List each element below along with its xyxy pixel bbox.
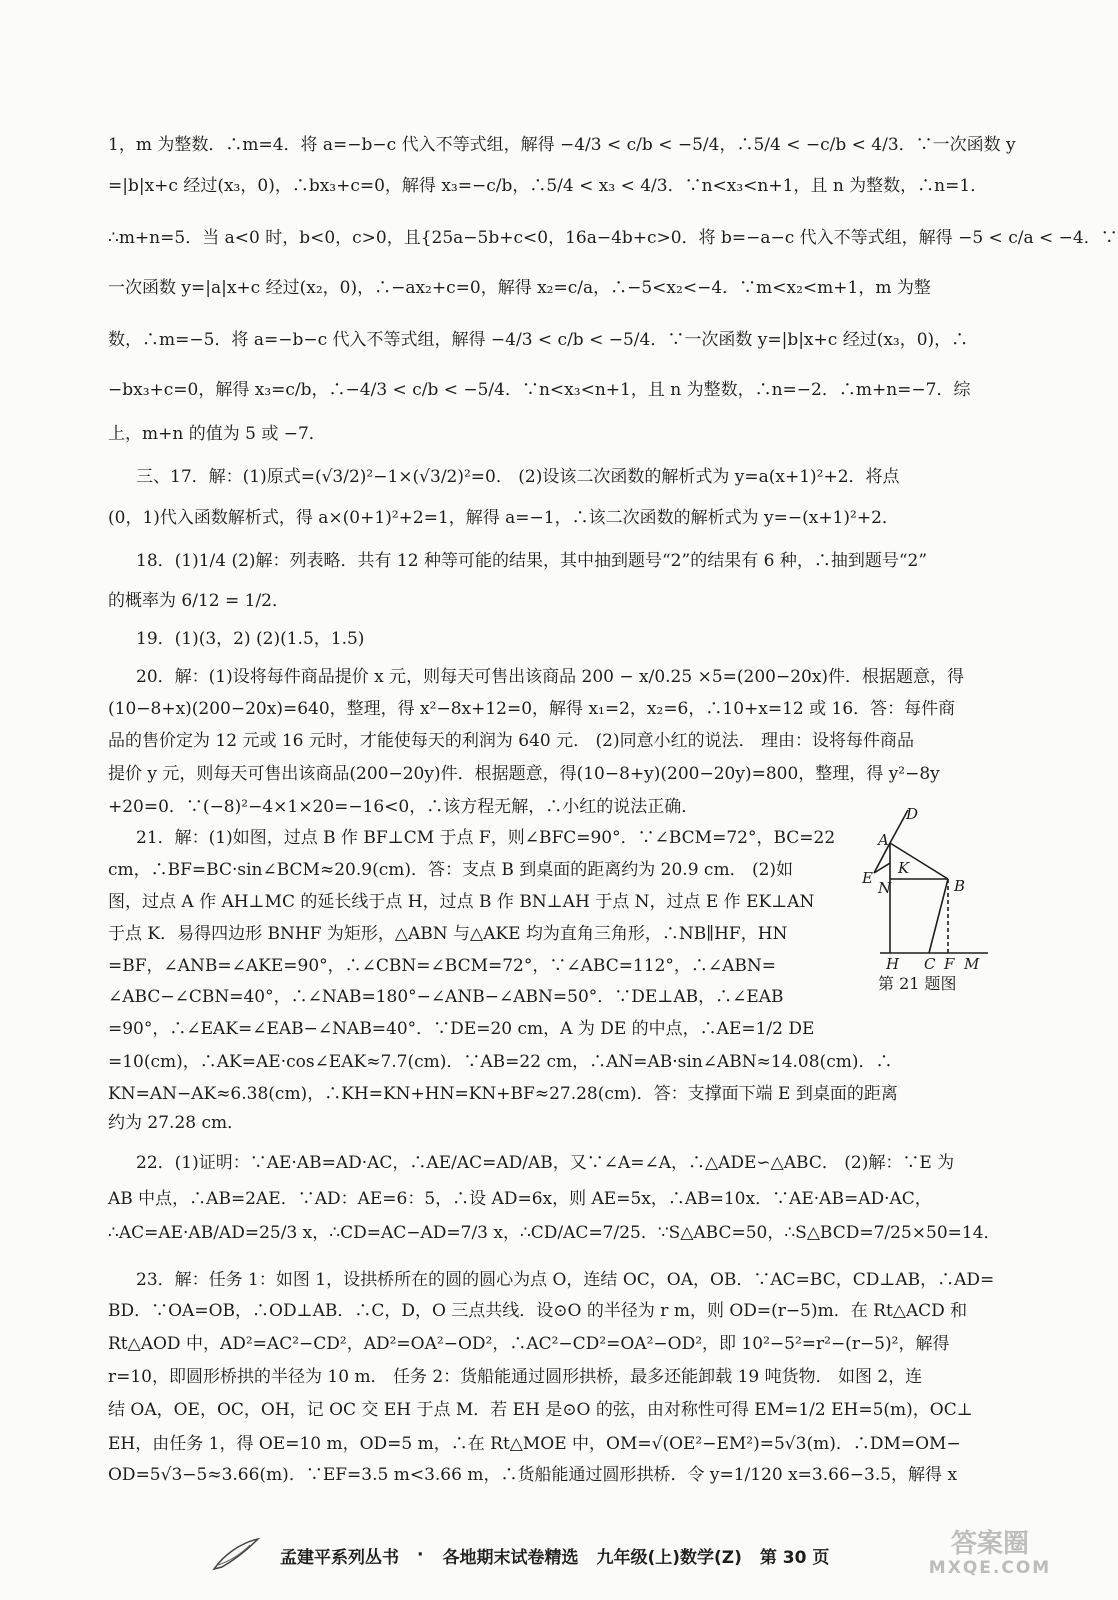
figure-caption: 第 21 题图 — [878, 974, 957, 993]
figure-label: M — [964, 955, 980, 973]
text-line: BD．∵OA=OB，∴OD⊥AB．∴C，D，O 三点共线．设⊙O 的半径为 r m，则 OD=(r−5)m．在 Rt△ACD 和 — [108, 1301, 968, 1321]
watermark-url: MXQE.COM — [928, 1557, 1052, 1578]
figure-21-diagram — [862, 805, 996, 975]
figure-label: C — [924, 955, 936, 973]
text-line: ∴m+n=5．当 a<0 时，b<0，c>0，且{25a−5b+c<0，16a−4b+c>0．将 b=−a−c 代入不等式组，解得 −5 < c/a < −4．∵ — [108, 228, 1118, 248]
watermark — [900, 1530, 1080, 1594]
text-line: cm，∴BF=BC·sin∠BCM≈20.9(cm)．答：支点 B 到桌面的距离约为 20.9 cm． (2)如 — [108, 860, 794, 880]
text-line: Rt△AOD 中，AD²=AC²−CD²，AD²=OA²−OD²，∴AC²−CD²=OA²−OD²，即 10²−5²=r²−(r−5)²，解得 — [108, 1334, 950, 1354]
figure-label: E — [862, 869, 873, 887]
text-line: 上，m+n 的值为 5 或 −7． — [108, 424, 326, 444]
text-line: +20=0．∵(−8)²−4×1×20=−16<0，∴该方程无解，∴小红的说法正确． — [108, 797, 699, 817]
figure-21 — [862, 805, 996, 995]
text-line: 20．解：(1)设将每件商品提价 x 元，则每天可售出该商品 200 − x/0.25 ×5=(200−20x)件．根据题意，得 — [136, 667, 965, 687]
text-line: 提价 y 元，则每天可售出该商品(200−20y)件．根据题意，得(10−8+y)(200−20y)=800，整理，得 y²−8y — [108, 764, 940, 784]
text-line: 三、17．解：(1)原式=(√3/2)²−1×(√3/2)²=0． (2)设该二次函数的解析式为 y=a(x+1)²+2．将点 — [136, 467, 900, 487]
text-line: =BF，∠ANB=∠AKE=90°，∴∠CBN=∠BCM=72°，∵∠ABC=112°，∴∠ABN= — [108, 956, 777, 976]
figure-label: H — [886, 955, 900, 973]
figure-label: K — [898, 859, 910, 877]
text-line: 1，m 为整数．∴m=4．将 a=−b−c 代入不等式组，解得 −4/3 < c/b < −5/4，∴5/4 < −c/b < 4/3．∵一次函数 y — [108, 135, 1016, 155]
figure-label: B — [954, 877, 966, 895]
text-line: AB 中点，∴AB=2AE．∵AD：AE=6：5，∴设 AD=6x，则 AE=5x，∴AB=10x．∵AE·AB=AD·AC， — [108, 1189, 932, 1209]
text-line: =10(cm)，∴AK=AE·cos∠EAK≈7.7(cm)．∵AB=22 cm，∴AN=AB·sin∠ABN≈14.08(cm)．∴ — [108, 1052, 893, 1072]
footer-book: 各地期末试卷精选 — [442, 1547, 579, 1568]
text-line: OD=5√3−5≈3.66(m)．∵EF=3.5 m<3.66 m，∴货船能通过圆形拱桥．令 y=1/120 x=3.66−3.5，解得 x — [108, 1465, 958, 1485]
text-line: =90°，∴∠EAK=∠EAB−∠NAB=40°．∵DE=20 cm，A 为 DE 的中点，∴AE=1/2 DE — [108, 1019, 815, 1039]
text-line: =|b|x+c 经过(x₃，0)，∴bx₃+c=0，解得 x₃=−c/b，∴5/4 < x₃ < 4/3．∵n<x₃<n+1，且 n 为整数，∴n=1． — [108, 176, 988, 196]
footer-page: 第 30 页 — [759, 1547, 830, 1568]
text-line: 于点 K．易得四边形 BNHF 为矩形，△ABN 与△AKE 均为直角三角形，∴NB∥HF，HN — [108, 924, 788, 944]
figure-label: F — [944, 955, 955, 973]
text-line: 约为 27.28 cm． — [108, 1113, 245, 1133]
text-line: 21．解：(1)如图，过点 B 作 BF⊥CM 于点 F，则∠BFC=90°．∵∠BCM=72°，BC=22 — [136, 828, 836, 848]
watermark-text: 答案圈 — [950, 1529, 1029, 1559]
text-line: 结 OA，OE，OC，OH，记 OC 交 EH 于点 M．若 EH 是⊙O 的弦，由对称性可得 EM=1/2 EH=5(m)，OC⊥ — [108, 1400, 973, 1420]
text-line: 一次函数 y=|a|x+c 经过(x₂，0)，∴−ax₂+c=0，解得 x₂=c/a，∴−5<x₂<−4．∵m<x₂<m+1，m 为整 — [108, 278, 931, 298]
text-line: KN=AN−AK≈6.38(cm)，∴KH=KN+HN=KN+BF≈27.28(cm)．答：支撑面下端 E 到桌面的距离 — [108, 1084, 898, 1104]
text-line: 18．(1)1/4 (2)解：列表略．共有 12 种等可能的结果，其中抽到题号“2”的结果有 6 种，∴抽到题号“2” — [136, 551, 928, 571]
feather-logo-icon — [210, 1535, 262, 1575]
text-line: (0，1)代入函数解析式，得 a×(0+1)²+2=1，解得 a=−1，∴该二次函数的解析式为 y=−(x+1)²+2． — [108, 508, 899, 528]
text-line: 数，∴m=−5．将 a=−b−c 代入不等式组，解得 −4/3 < c/b < −5/4．∵一次函数 y=|b|x+c 经过(x₃，0)，∴ — [108, 330, 969, 350]
text-line: ∠ABC−∠CBN=40°，∴∠NAB=180°−∠ANB−∠ABN=50°．∵DE⊥AB，∴∠EAB — [108, 987, 784, 1007]
footer-series: 孟建平系列丛书 — [280, 1547, 399, 1568]
figure-label: N — [878, 879, 892, 897]
text-line: 22．(1)证明：∵AE·AB=AD·AC，∴AE/AC=AD/AB，又∵∠A=∠A，∴△ADE∽△ABC． (2)解：∵E 为 — [136, 1153, 955, 1173]
page-footer: 孟建平系列丛书 · 各地期末试卷精选 九年级(上)数学(Z) 第 30 页 — [210, 1533, 970, 1577]
text-line: EH，由任务 1，得 OE=10 m，OD=5 m，∴在 Rt△MOE 中，OM=√(OE²−EM²)=5√3(m)．∴DM=OM− — [108, 1434, 961, 1454]
text-line: ∴AC=AE·AB/AD=25/3 x，∴CD=AC−AD=7/3 x，∴CD/AC=7/25．∵S△ABC=50，∴S△BCD=7/25×50=14． — [108, 1223, 1001, 1243]
text-line: r=10，即圆形桥拱的半径为 10 m． 任务 2：货船能通过圆形拱桥，最多还能卸载 19 吨货物． 如图 2，连 — [108, 1367, 923, 1387]
text-line: 图，过点 A 作 AH⊥MC 的延长线于点 H，过点 B 作 BN⊥AH 于点 N，过点 E 作 EK⊥AN — [108, 892, 815, 912]
text-line: 19．(1)(3，2) (2)(1.5，1.5) — [136, 629, 365, 649]
text-line: 23．解：任务 1：如图 1，设拱桥所在的圆的圆心为点 O，连结 OC，OA，OB．∵AC=BC，CD⊥AB，∴AD= — [136, 1270, 995, 1290]
text-line: (10−8+x)(200−20x)=640，整理，得 x²−8x+12=0，解得 x₁=2，x₂=6，∴10+x=12 或 16．答：每件商 — [108, 699, 956, 719]
text-line: −bx₃+c=0，解得 x₃=c/b，∴−4/3 < c/b < −5/4．∵n<x₃<n+1，且 n 为整数，∴n=−2．∴m+n=−7．综 — [108, 380, 971, 400]
footer-grade: 九年级(上)数学(Z) — [596, 1547, 742, 1568]
figure-label: D — [906, 805, 919, 823]
figure-label: A — [878, 831, 889, 849]
text-line: 品的售价定为 12 元或 16 元时，才能使每天的利润为 640 元． (2)同意小红的说法． 理由：设将每件商品 — [108, 731, 915, 751]
text-line: 的概率为 6/12 = 1/2． — [108, 591, 289, 611]
